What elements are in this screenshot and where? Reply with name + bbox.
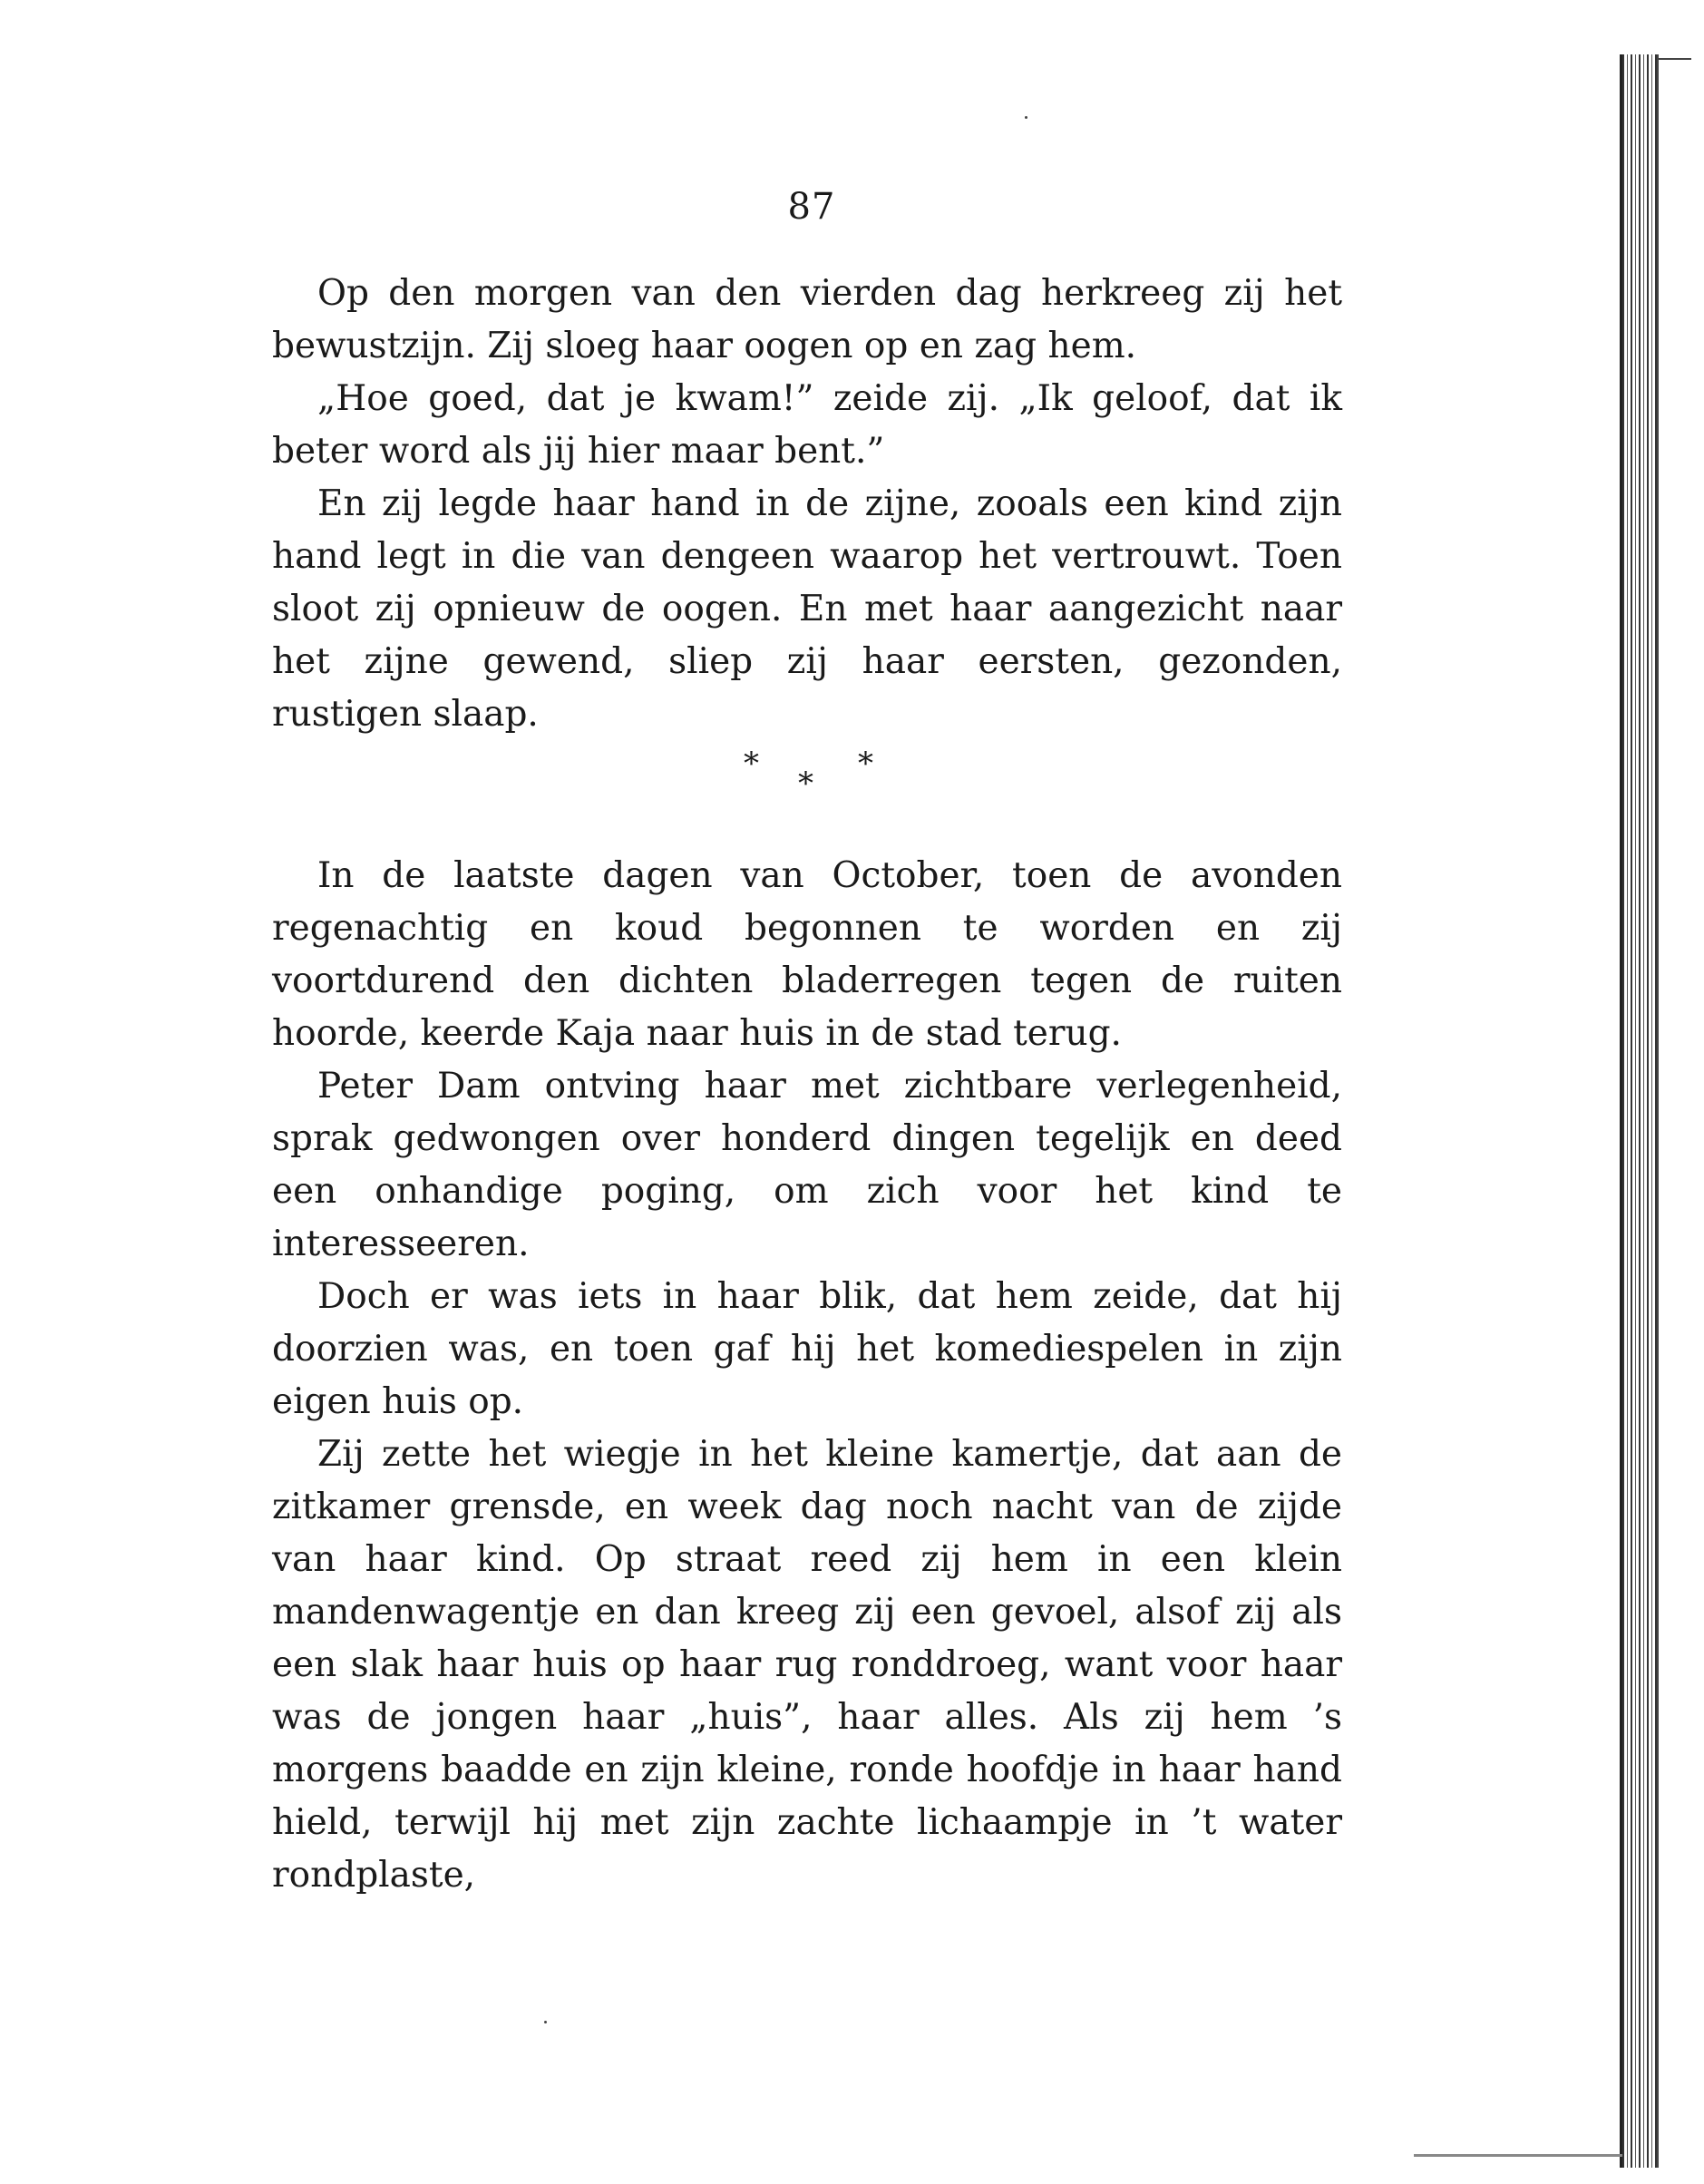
page-number: 87 [787,186,836,228]
section-separator [725,748,889,803]
paragraph: Doch er was iets in haar blik, dat hem zeide, dat hij doorzien was, en toen gaf hij het komediespelen in zijn eigen huis op. [272,1276,1342,1422]
paragraph: „Hoe goed, dat je kwam!” zeide zij. „Ik geloof, dat ik beter word als jij hier maar bent.” [272,378,1342,472]
separator-star: * [744,746,759,782]
text-section-one [272,268,1342,741]
paragraph: In de laatste dagen van October, toen de avonden regenachtig en koud begonnen te worden en zij voortdurend den dichten bladerregen tegen de ruiten hoorde, keerde Kaja naar huis in de stad terug. [272,855,1342,1054]
paragraph: Peter Dam ontving haar met zichtbare verlegenheid, sprak gedwongen over honderd dingen tegelijk en deed een onhandige poging, om zich voor het kind te interesseeren. [272,1066,1342,1264]
paragraph: Zij zette het wiegje in het kleine kamertje, dat aan de zitkamer grensde, en week dag noch nacht van de zijde van haar kind. Op straat reed zij hem in een klein mandenwagentje en dan kreeg zij een gevoel, alsof zij als een slak haar huis op haar rug ronddroeg, want voor haar was de jongen haar „huis”, haar alles. Als zij hem ’s morgens baadde en zijn kleine, ronde hoofdje in haar hand hield, terwijl hij met zijn zachte lichaampje in ’t water rondplaste, [272,1434,1342,1896]
paragraph: En zij legde haar hand in de zijne, zooals een kind zijn hand legt in die van dengeen waarop het vertrouwt. Toen sloot zij opnieuw de oogen. En met haar aangezicht naar het zijne gewend, sliep zij haar eersten, gezonden, rustigen slaap. [272,483,1342,735]
book-binding-edge [1620,54,1659,2168]
separator-star: * [798,765,813,802]
paper-speck [1025,116,1027,119]
binding-bottom-edge [1414,2154,1622,2157]
paper-speck [544,2021,547,2023]
text-section-two [272,850,1342,1902]
paragraph: Op den morgen van den vierden dag herkreeg zij het bewustzijn. Zij sloeg haar oogen op en zag hem. [272,273,1342,366]
separator-star: * [858,746,873,782]
binding-top-edge [1655,58,1691,60]
